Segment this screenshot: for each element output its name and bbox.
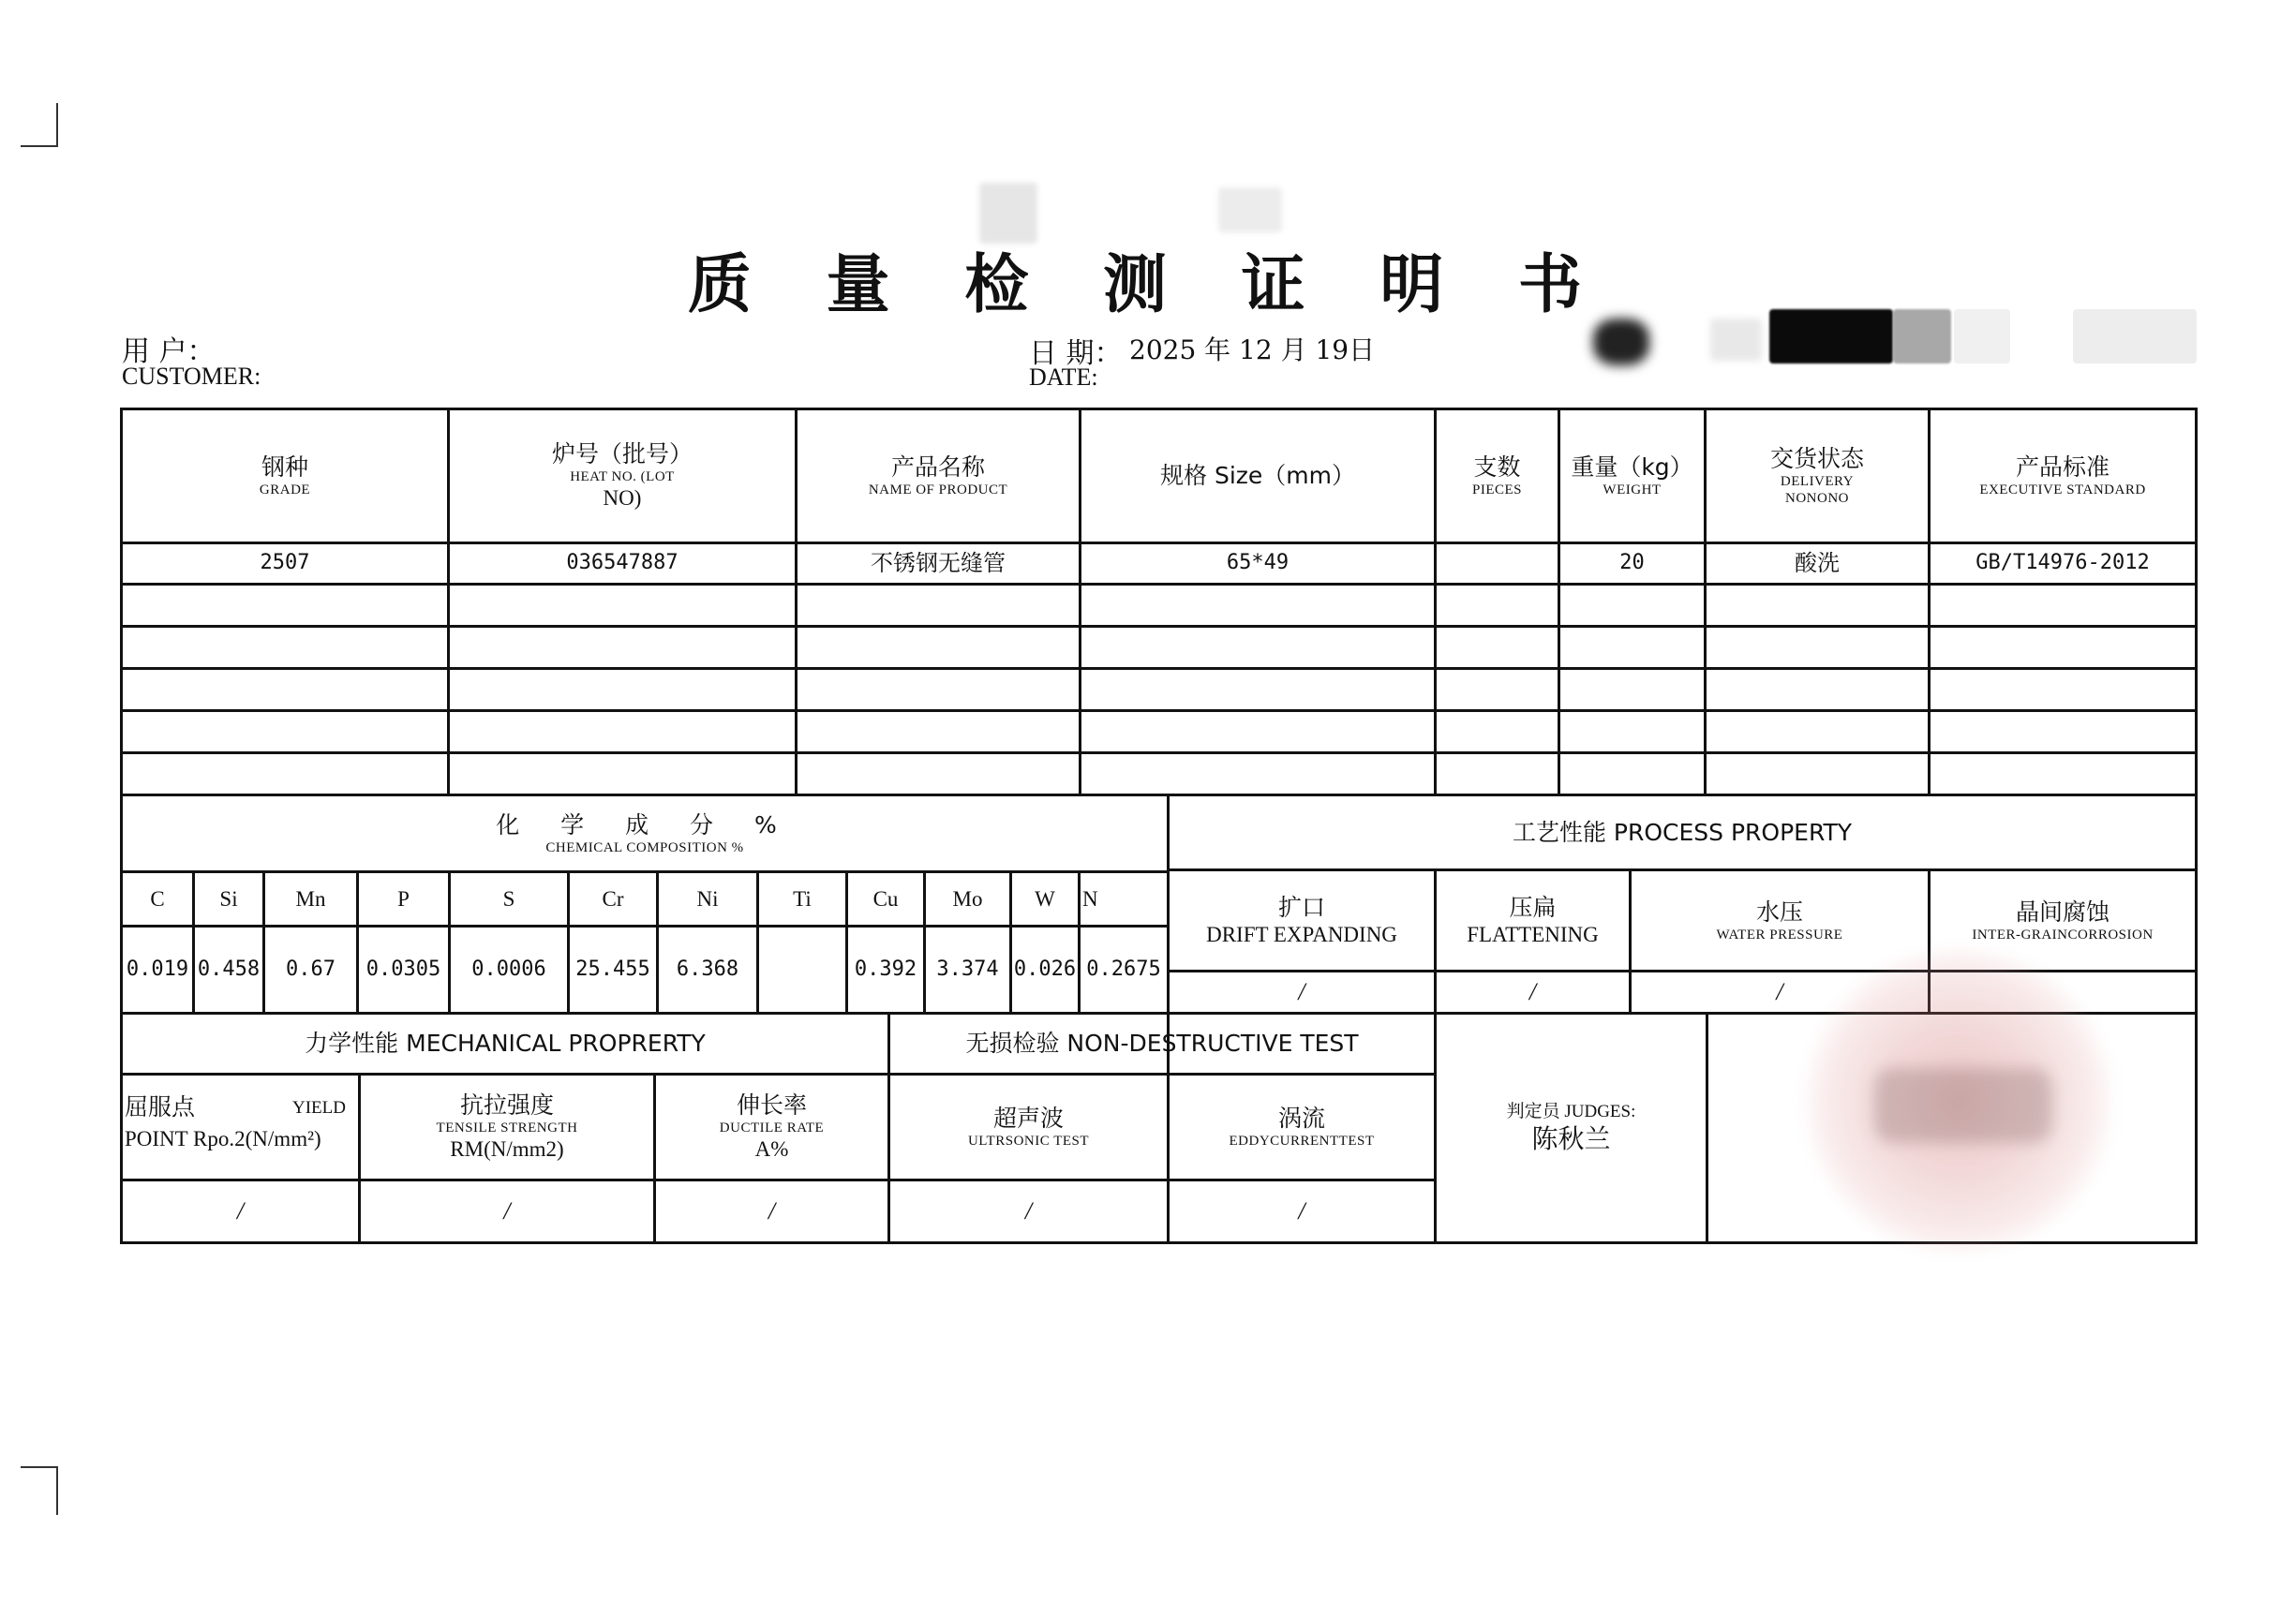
date-label-cn: 日 期：: [1029, 337, 1123, 370]
yield-label-en2: POINT Rpo.2(N/mm²): [125, 1127, 321, 1150]
cell-heat-no: 036547887: [566, 551, 678, 575]
element-cu: Cu: [872, 886, 899, 911]
header-weight: 重量（kg） WEIGHT: [1571, 453, 1693, 497]
process-water-pressure: 水压 WATER PRESSURE: [1716, 898, 1843, 943]
cell-delivery: 酸洗: [1795, 550, 1840, 577]
process-title: 工艺性能 PROCESS PROPERTY: [1512, 818, 1853, 846]
value-s: 0.0006: [471, 957, 546, 981]
corner-mark-bottom-left: [21, 1466, 58, 1515]
element-c: C: [150, 886, 165, 911]
header-standard: 产品标准 EXECUTIVE STANDARD: [1979, 453, 2146, 497]
element-mn: Mn: [295, 886, 326, 911]
element-ti: Ti: [793, 886, 812, 911]
ultrasonic-value: /: [1024, 1197, 1033, 1225]
yield-value: /: [236, 1197, 245, 1225]
cell-standard: GB/T14976-2012: [1975, 551, 2150, 575]
element-mo: Mo: [952, 886, 983, 911]
process-flattening: 压扁 FLATTENING: [1467, 893, 1599, 946]
ductile-value: /: [768, 1197, 776, 1225]
tensile-strength-header: 抗拉强度 TENSILE STRENGTH RM(N/mm2): [436, 1091, 578, 1162]
corner-mark-top-left: [21, 103, 58, 147]
process-value-flattening: /: [1528, 978, 1537, 1006]
yield-label-en: YIELD: [292, 1098, 346, 1118]
header-product-name: 产品名称 NAME OF PRODUCT: [868, 453, 1008, 497]
document-title: 质 量 检 测 证 明 书: [687, 247, 1609, 322]
cell-size: 65*49: [1226, 551, 1290, 575]
cell-weight: 20: [1619, 551, 1645, 575]
value-p: 0.0305: [365, 957, 441, 981]
element-w: W: [1035, 886, 1055, 911]
value-si: 0.458: [197, 957, 261, 981]
ultrasonic-test-header: 超声波 ULTRSONIC TEST: [967, 1105, 1090, 1149]
element-n: N: [1082, 886, 1098, 911]
eddy-current-value: /: [1298, 1197, 1305, 1225]
cell-product-name: 不锈钢无缝管: [871, 550, 1006, 577]
date-label-en: DATE:: [1029, 364, 1098, 391]
redaction-blur: [1593, 319, 1649, 365]
value-cr: 25.455: [575, 957, 650, 981]
process-intergranular-corrosion: 晶间腐蚀 INTER-GRAINCORROSION: [1972, 898, 2154, 943]
chemical-title: 化 学 成 分 % CHEMICAL COMPOSITION %: [496, 810, 794, 855]
redaction-blur: [1218, 187, 1282, 232]
header-delivery: 交货状态 DELIVERY NONONO: [1769, 445, 1864, 506]
cell-grade: 2507: [260, 551, 310, 575]
process-drift-expanding: 扩口 DRIFT EXPANDING: [1206, 893, 1397, 946]
value-w: 0.026: [1013, 957, 1077, 981]
mechanical-title: 力学性能 MECHANICAL PROPRERTY: [305, 1030, 706, 1057]
value-ni: 6.368: [676, 957, 739, 981]
element-si: Si: [219, 886, 238, 911]
customer-label-en: CUSTOMER:: [122, 363, 261, 390]
value-cu: 0.392: [854, 957, 917, 981]
header-grade: 钢种 GRADE: [259, 453, 311, 497]
element-p: P: [397, 886, 410, 911]
customer-label-cn: 用 户：: [122, 335, 216, 368]
ndt-title: 无损检验 NON-DESTRUCTIVE TEST: [965, 1030, 1359, 1057]
judge-block: 判定员 JUDGES: 陈秋兰: [1506, 1101, 1636, 1154]
value-ti: [759, 928, 845, 1012]
value-mo: 3.374: [936, 957, 999, 981]
header-pieces: 支数 PIECES: [1471, 453, 1522, 497]
tensile-value: /: [503, 1197, 511, 1225]
element-s: S: [502, 886, 515, 911]
process-value-water: /: [1776, 978, 1783, 1006]
value-mn: 0.67: [286, 957, 335, 981]
element-ni: Ni: [696, 886, 719, 911]
date-value: 2025 年 12 月 19日: [1129, 334, 1376, 365]
value-n: 0.2675: [1086, 957, 1161, 981]
eddy-current-test-header: 涡流 EDDYCURRENTTEST: [1229, 1105, 1375, 1149]
element-cr: Cr: [602, 886, 624, 911]
header-heat-no: 炉号（批号） HEAT NO. (LOT NO): [551, 440, 693, 511]
ductile-rate-header: 伸长率 DUCTILE RATE A%: [719, 1091, 825, 1162]
company-stamp-text: [1874, 1068, 2052, 1143]
header-size: 规格 Size（mm）: [1160, 462, 1355, 489]
process-value-drift: /: [1298, 978, 1305, 1006]
cell-pieces: [1437, 544, 1558, 583]
value-c: 0.019: [126, 957, 189, 981]
yield-label-cn: 屈服点: [125, 1093, 196, 1121]
